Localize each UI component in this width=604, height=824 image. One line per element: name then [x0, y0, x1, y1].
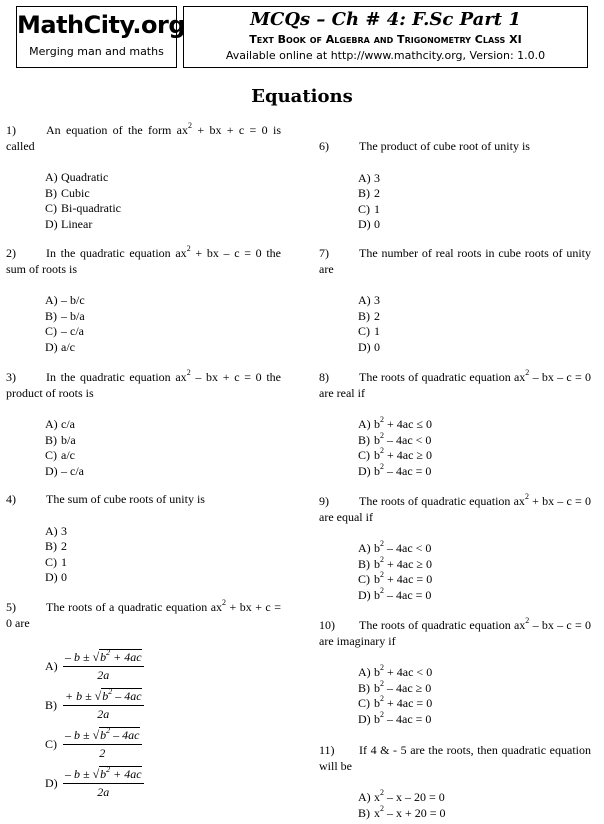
option-letter: D): [45, 775, 58, 790]
question-body: The product of cube root of unity is: [359, 139, 530, 153]
option-letter: D): [358, 587, 371, 602]
document-title: MCQs – Ch # 4: F.Sc Part 1: [250, 9, 521, 30]
option-a: [358, 790, 591, 806]
option-letter: B): [45, 185, 57, 200]
option-d: [358, 217, 591, 233]
option-letter: A): [45, 293, 58, 307]
option-d: [358, 585, 591, 604]
options-list: [319, 171, 591, 233]
option-c: [358, 202, 591, 218]
question-body: The roots of quadratic equation $ax^2$ – bx – c = 0 are imaginary if: [319, 616, 592, 648]
option-d: [358, 461, 591, 480]
option-letter: C): [358, 201, 370, 216]
option-text: 0: [61, 570, 67, 584]
options-list: [6, 170, 281, 232]
option-d: [45, 570, 281, 586]
option-text: $b^2 + 4ac \ge 0$: [374, 446, 433, 462]
question-number: 4): [6, 492, 16, 506]
option-text: 1: [374, 201, 380, 216]
document-subtitle: Text Book of Algebra and Trigonometry Class XI: [249, 33, 522, 46]
option-letter: B): [358, 432, 370, 447]
option-text: 3: [374, 170, 380, 185]
option-text: $b^2 - 4ac < 0$: [374, 539, 432, 555]
option-text: $b^2 + 4ac \le 0$: [374, 415, 433, 431]
option-letter: D): [45, 216, 58, 231]
question-text: [319, 139, 591, 155]
option-letter: D): [358, 339, 371, 354]
question-4: [6, 492, 281, 586]
option-letter: D): [358, 711, 371, 726]
option-c: [45, 324, 281, 340]
option-a: [45, 647, 281, 686]
option-letter: A): [45, 658, 58, 673]
question-9: [319, 494, 591, 603]
option-letter: C): [45, 736, 57, 751]
option-text: – c/a: [61, 463, 84, 478]
question-body: The roots of quadratic equation $ax^2$ + bx – c = 0 are equal if: [319, 492, 591, 524]
option-text: $b^2 + 4ac = 0$: [374, 570, 433, 586]
option-letter: B): [358, 308, 370, 323]
option-text: $b^2 - 4ac < 0$: [374, 430, 432, 447]
option-b: [45, 539, 281, 555]
question-text: [319, 743, 591, 774]
option-text: – b/c: [61, 293, 85, 307]
option-b: [358, 430, 591, 449]
option-a: [358, 293, 591, 309]
option-letter: B): [358, 805, 370, 820]
option-letter: B): [45, 697, 57, 712]
option-text: $x^2 - x - 20 = 0$: [374, 788, 445, 804]
question-body: The roots of quadratic equation $ax^2$ – bx – c = 0 are real if: [319, 368, 592, 400]
question-text: [6, 246, 281, 277]
option-a: [45, 293, 281, 309]
option-letter: C): [45, 201, 57, 215]
question-text: [319, 618, 591, 649]
option-letter: C): [45, 554, 57, 569]
option-letter: C): [358, 448, 370, 462]
option-letter: A): [45, 417, 58, 431]
option-d: [358, 709, 591, 728]
option-text: $b^2 - 4ac = 0$: [374, 709, 432, 726]
question-body: In the quadratic equation $ax^2$ – bx + c = 0 the product of roots is: [6, 368, 281, 400]
logo-title: MathCity.org: [17, 11, 186, 39]
option-letter: A): [358, 293, 371, 307]
question-body: An equation of the form $ax^2$ + bx + c = 0 is called: [6, 121, 282, 153]
question-2: [6, 246, 281, 355]
option-text: a/c: [61, 448, 75, 462]
question-text: [319, 494, 591, 525]
option-letter: D): [45, 339, 58, 354]
page-title: Equations: [251, 86, 353, 107]
option-a: [358, 171, 591, 187]
option-text: 2: [374, 308, 380, 323]
option-text: $x^2 - x + 20 = 0$: [374, 803, 446, 820]
question-number: 8): [319, 370, 329, 384]
question-number: 6): [319, 139, 329, 153]
fraction: $\frac{+ b \pm √b^2 - 4ac}{2a}$: [65, 687, 142, 721]
option-c: [45, 555, 281, 571]
option-letter: B): [45, 308, 57, 323]
option-text: $b^2 - 4ac \ge 0$: [374, 678, 432, 695]
fraction: $\frac{- b \pm √b^2 - 4ac}{2}$: [65, 726, 140, 760]
option-text: $b^2 + 4ac \ge 0$: [374, 554, 433, 571]
option-d: [45, 764, 281, 803]
logo-tagline: Merging man and maths: [29, 45, 164, 58]
option-text: $b^2 + 4ac < 0$: [374, 663, 433, 679]
option-text: Quadratic: [61, 170, 109, 184]
option-letter: A): [358, 541, 371, 555]
option-letter: D): [45, 463, 58, 478]
options-list: [319, 417, 591, 479]
question-text: [6, 370, 281, 401]
option-letter: B): [45, 539, 57, 553]
question-body: The roots of a quadratic equation $ax^2$ + bx + c = 0 are: [6, 598, 281, 630]
option-a: [45, 170, 281, 186]
options-list: [319, 790, 591, 821]
options-list: [6, 647, 281, 803]
option-a: [45, 417, 281, 433]
option-letter: A): [358, 665, 371, 679]
option-letter: B): [358, 556, 370, 571]
option-c: [358, 324, 591, 340]
option-b: [45, 686, 281, 725]
option-a: [358, 541, 591, 557]
option-text: 0: [374, 339, 380, 354]
option-a: [45, 524, 281, 540]
question-body: In the quadratic equation $ax^2$ + bx – c = 0 the sum of roots is: [6, 244, 281, 276]
option-text: a/c: [61, 339, 75, 354]
option-c: [45, 448, 281, 464]
options-list: [319, 293, 591, 355]
fraction: $\frac{- b \pm √b^2 + 4ac}{2a}$: [65, 765, 142, 799]
question-text: [319, 246, 591, 277]
question-number: 7): [319, 246, 329, 260]
question-body: The sum of cube roots of unity is: [46, 492, 205, 506]
options-list: [6, 417, 281, 479]
option-letter: D): [45, 570, 58, 584]
option-text: 1: [61, 554, 67, 569]
question-body: If 4 & - 5 are the roots, then quadratic equation will be: [319, 743, 591, 773]
option-d: [45, 340, 281, 356]
option-b: [358, 186, 591, 202]
option-letter: A): [358, 170, 371, 185]
option-text: 1: [374, 324, 380, 338]
option-letter: D): [358, 217, 371, 231]
option-text: $b^2 + 4ac = 0$: [374, 694, 433, 710]
fraction: $\frac{- b \pm √b^2 + 4ac}{2a}$: [65, 648, 142, 682]
question-8: [319, 370, 591, 479]
option-text: $b^2 - 4ac = 0$: [374, 461, 432, 478]
question-6: [319, 139, 591, 233]
question-text: [6, 492, 281, 508]
options-list: [319, 541, 591, 603]
option-letter: C): [45, 324, 57, 338]
option-b: [45, 433, 281, 449]
option-text: – c/a: [61, 324, 84, 338]
option-b: [45, 309, 281, 325]
options-list: [6, 524, 281, 586]
option-text: $b^2 - 4ac = 0$: [374, 585, 432, 602]
question-text: [6, 123, 281, 154]
option-b: [358, 554, 591, 573]
option-b: [358, 678, 591, 697]
option-letter: B): [358, 186, 370, 200]
option-letter: A): [45, 523, 58, 538]
option-letter: C): [358, 572, 370, 586]
question-number: 5): [6, 600, 16, 614]
option-letter: B): [358, 680, 370, 695]
option-b: [358, 803, 591, 822]
option-text: 2: [374, 186, 380, 200]
option-b: [358, 309, 591, 325]
option-text: 3: [374, 293, 380, 307]
question-10: [319, 618, 591, 727]
question-text: [6, 600, 281, 631]
logo-box: [16, 6, 186, 68]
question-11: [319, 743, 591, 821]
question-7: [319, 246, 591, 355]
question-5: [6, 600, 281, 803]
option-d: [45, 217, 281, 233]
question-number: 9): [319, 494, 329, 508]
question-number: 10): [319, 618, 335, 632]
option-text: 0: [374, 217, 380, 231]
option-c: [45, 725, 281, 764]
option-c: [358, 572, 591, 588]
option-text: Cubic: [61, 185, 90, 200]
availability-text: Available online at http://www.mathcity.org, Version: 1.0.0: [225, 49, 546, 62]
question-number: 11): [319, 743, 335, 757]
option-text: 2: [61, 539, 67, 553]
option-text: – b/a: [61, 308, 85, 323]
option-c: [358, 696, 591, 712]
option-d: [358, 340, 591, 356]
option-text: Linear: [61, 216, 93, 231]
option-letter: D): [358, 463, 371, 478]
option-letter: A): [45, 170, 58, 184]
options-list: [6, 293, 281, 355]
option-letter: B): [45, 432, 57, 447]
question-number: 1): [6, 123, 16, 137]
question-text: [319, 370, 591, 401]
option-b: [45, 186, 281, 202]
option-text: c/a: [61, 417, 75, 431]
option-letter: A): [358, 417, 371, 431]
question-number: 3): [6, 370, 16, 384]
option-letter: A): [358, 790, 371, 804]
option-letter: C): [45, 448, 57, 462]
option-c: [45, 201, 281, 217]
question-number: 2): [6, 246, 16, 260]
options-list: [319, 665, 591, 727]
question-3: [6, 370, 281, 479]
question-body: The number of real roots in cube roots of unity are: [319, 246, 591, 276]
question-1: [6, 123, 281, 232]
header-title-box: [183, 6, 588, 68]
option-text: b/a: [61, 432, 76, 447]
option-a: [358, 417, 591, 433]
option-d: [45, 464, 281, 480]
option-a: [358, 665, 591, 681]
option-text: 3: [61, 523, 67, 538]
option-letter: C): [358, 696, 370, 710]
option-letter: C): [358, 324, 370, 338]
option-text: Bi-quadratic: [61, 201, 121, 215]
option-c: [358, 448, 591, 464]
